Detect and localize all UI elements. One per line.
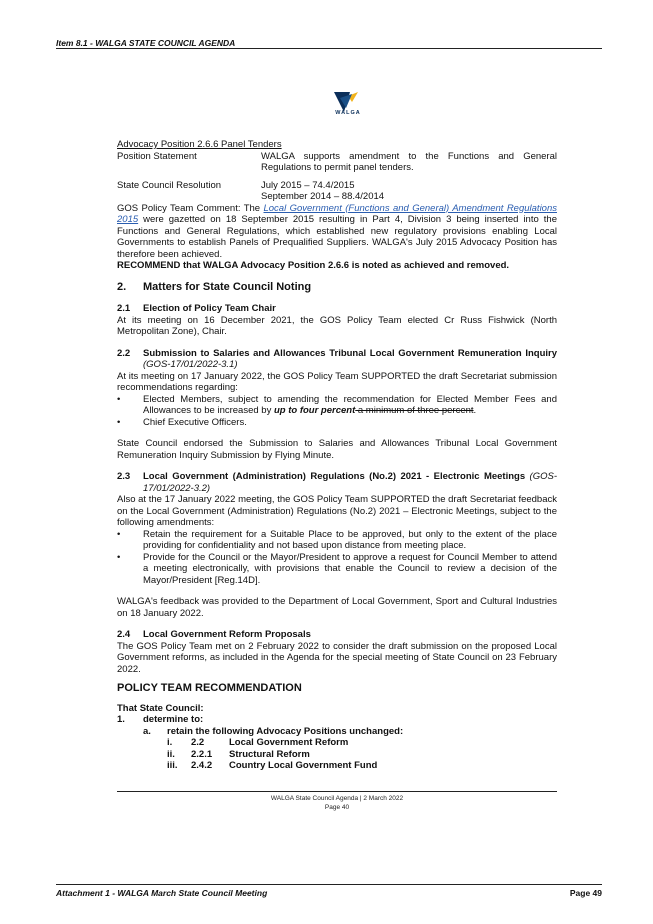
list-item: • Elected Members, subject to amending the recommendation for Elected Member Fees and Allowances to be increased by up to four percent a minimum of three percent. (117, 394, 557, 417)
walga-logo-text: WALGA (335, 110, 361, 116)
section-2-1-heading: 2.1 Election of Policy Team Chair (117, 303, 276, 314)
section-2-2-intro: At its meeting on 17 January 2022, the GOS Policy Team SUPPORTED the draft Secretariat submission recommendations regarding: (117, 370, 557, 393)
section-2-3-list (117, 529, 557, 587)
resolution-label: State Council Resolution (117, 179, 222, 191)
section-2-2-after: State Council endorsed the Submission to Salaries and Allowances Tribunal Local Government Remuneration Inquiry Submission by Flying Minute. (117, 438, 557, 461)
advocacy-item-row: ii. 2.2.1 Structural Reform (167, 748, 310, 760)
recommendation-that: That State Council: (117, 702, 204, 714)
section-2-4-heading: 2.4 Local Government Reform Proposals (117, 629, 311, 640)
section-2-3-intro: Also at the 17 January 2022 meeting, the GOS Policy Team SUPPORTED the draft Secretariat feedback on the Local Government (Administration) Regulations (No.2) 2021 – Electronic Meetings, subject to the following amendments: (117, 494, 557, 528)
regulations-link[interactable]: Local Government (Functions and General) Amendment Regulations 2015 (117, 202, 557, 225)
list-item: • Chief Executive Officers. (117, 417, 557, 429)
section-2-heading: 2. Matters for State Council Noting (117, 280, 312, 293)
position-statement-text: WALGA supports amendment to the Functions and General Regulations to permit panel tenders. (261, 150, 557, 173)
section-2-3-heading: 2.3 Local Government (Administration) Regulations (No.2) 2021 - Electronic Meetings (GOS-17/01/2022-3.2) (117, 471, 557, 494)
list-item: • Retain the requirement for a Suitable Place to be approved, but only to the extent of the place providing for confidentiality and not based upon distance from meeting place. (117, 529, 557, 552)
footer-attachment-label: Attachment 1 - WALGA March State Council Meeting (56, 888, 268, 898)
position-statement-label: Position Statement (117, 150, 197, 162)
section-2-1-body: At its meeting on 16 December 2021, the GOS Policy Team elected Cr Russ Fishwick (North Metropolitan Zone), Chair. (117, 314, 557, 337)
resolution-line-2: September 2014 – 88.4/2014 (261, 191, 385, 202)
footer-divider (56, 884, 602, 885)
section-2-2-heading: 2.2 Submission to Salaries and Allowances Tribunal Local Government Remuneration Inquiry (GOS-17/01/2022-3.1) (117, 347, 557, 370)
list-item: • Provide for the Council or the Mayor/President to approve a request for Council Member to attend a meeting electronically, with provisions that enable the Council to review a decision of the Mayor/President [Reg.14D]. (117, 552, 557, 587)
position-statement-row (117, 151, 557, 174)
footer-page-number: Page 49 (569, 888, 602, 898)
document-body (117, 139, 557, 772)
resolution-row (117, 180, 557, 203)
inner-footer-line-1: WALGA State Council Agenda | 2 March 2022 (270, 795, 404, 802)
page-header-title: Item 8.1 - WALGA STATE COUNCIL AGENDA (56, 38, 236, 48)
section-2-2-list (117, 394, 557, 429)
advocacy-item-row: i. 2.2 Local Government Reform (167, 737, 349, 748)
recommendation-level-1: 1. determine to: (117, 714, 204, 725)
inner-footer (117, 795, 557, 812)
recommend-statement: RECOMMEND that WALGA Advocacy Position 2.6.6 is noted as achieved and removed. (117, 260, 510, 271)
inner-footer-line-2: Page 40 (324, 803, 350, 811)
recommendation-level-a: a. retain the following Advocacy Positions unchanged: (143, 725, 404, 737)
advocacy-item-row: iii. 2.4.2 Country Local Government Fund (167, 760, 378, 771)
resolution-line-1: July 2015 – 74.4/2015 (261, 179, 355, 191)
section-2-4-body: The GOS Policy Team met on 2 February 2022 to consider the draft submission on the proposed Local Government reforms, as included in the Agenda for the special meeting of State Council on 23 February 2022. (117, 640, 557, 675)
advocacy-heading: Advocacy Position 2.6.6 Panel Tenders (117, 139, 282, 150)
section-2-3-after: WALGA's feedback was provided to the Department of Local Government, Sport and Cultural Industries on 18 January 2022. (117, 596, 557, 619)
inner-footer-divider (117, 791, 557, 792)
policy-team-comment: GOS Policy Team Comment: The Local Government (Functions and General) Amendment Regulations 2015 were gazetted on 18 September 2015 resulting in Part 4, Division 3 being inserted into the Functions and General Regulations, which established new regulatory provisions enabling Local Governments to establish Panels of Prequalified Suppliers. WALGA's July 2015 Advocacy Position has therefore been achieved. (117, 202, 557, 260)
header-divider (56, 48, 602, 49)
recommendation-title: POLICY TEAM RECOMMENDATION (117, 682, 302, 694)
